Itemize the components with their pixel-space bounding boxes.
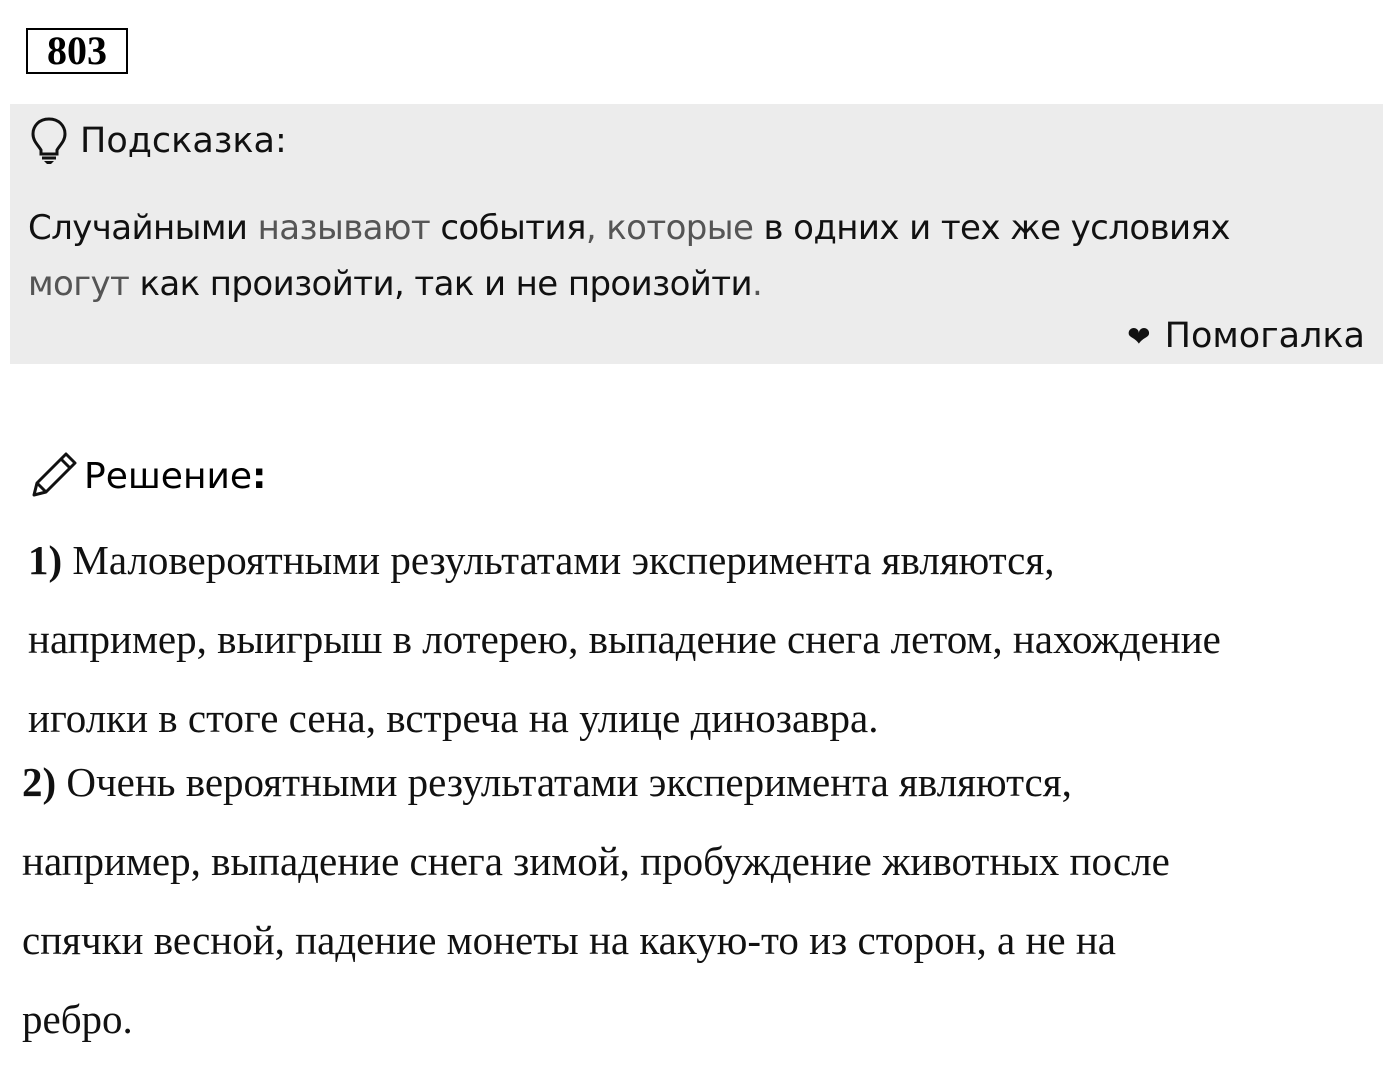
solution-line: спячки весной, падение монеты на какую-то из сторон, а не на: [22, 917, 1116, 963]
item-number: 2): [22, 759, 57, 805]
solution-title: Решение:: [84, 455, 267, 497]
lightbulb-icon: [30, 116, 68, 166]
solution-line: 1) Маловероятными результатами эксперимента являются,: [28, 537, 1055, 583]
solution-line: ребро.: [22, 996, 133, 1042]
solution-line: например, выпадение снега зимой, пробуждение животных после: [22, 838, 1170, 884]
solution-line: например, выигрыш в лотерею, выпадение снега летом, нахождение: [28, 616, 1221, 662]
hint-term: как произойти, так и не произойти: [139, 264, 753, 304]
heart-icon: ❤: [1127, 319, 1151, 353]
task-number: 803: [26, 28, 128, 74]
hint-text-line: [28, 256, 1378, 312]
brand-label: Помогалка: [1164, 316, 1365, 356]
brand: [1127, 316, 1365, 356]
hint-text-line: [28, 200, 1378, 256]
hint-term: в одних и тех же условиях: [763, 208, 1230, 248]
hint-word: могут: [28, 264, 140, 304]
solution-line: 2) Очень вероятными результатами эксперимента являются,: [22, 759, 1072, 805]
solution-item-1: [28, 521, 1221, 758]
item-number: 1): [28, 537, 63, 583]
hint-term: Случайными: [28, 208, 248, 248]
hint-header: [30, 116, 287, 166]
solution-header: [30, 450, 266, 502]
hint-word: .: [752, 264, 763, 304]
hint-word: называют: [247, 208, 441, 248]
hint-term: события: [440, 208, 586, 248]
pencil-icon: [30, 449, 80, 504]
hint-word: , которые: [585, 208, 764, 248]
solution-line: иголки в стоге сена, встреча на улице динозавра.: [28, 695, 879, 741]
hint-box: [10, 104, 1383, 364]
hint-text: [28, 200, 1378, 312]
solution-item-2: [22, 743, 1170, 1059]
hint-title: Подсказка:: [80, 121, 287, 161]
